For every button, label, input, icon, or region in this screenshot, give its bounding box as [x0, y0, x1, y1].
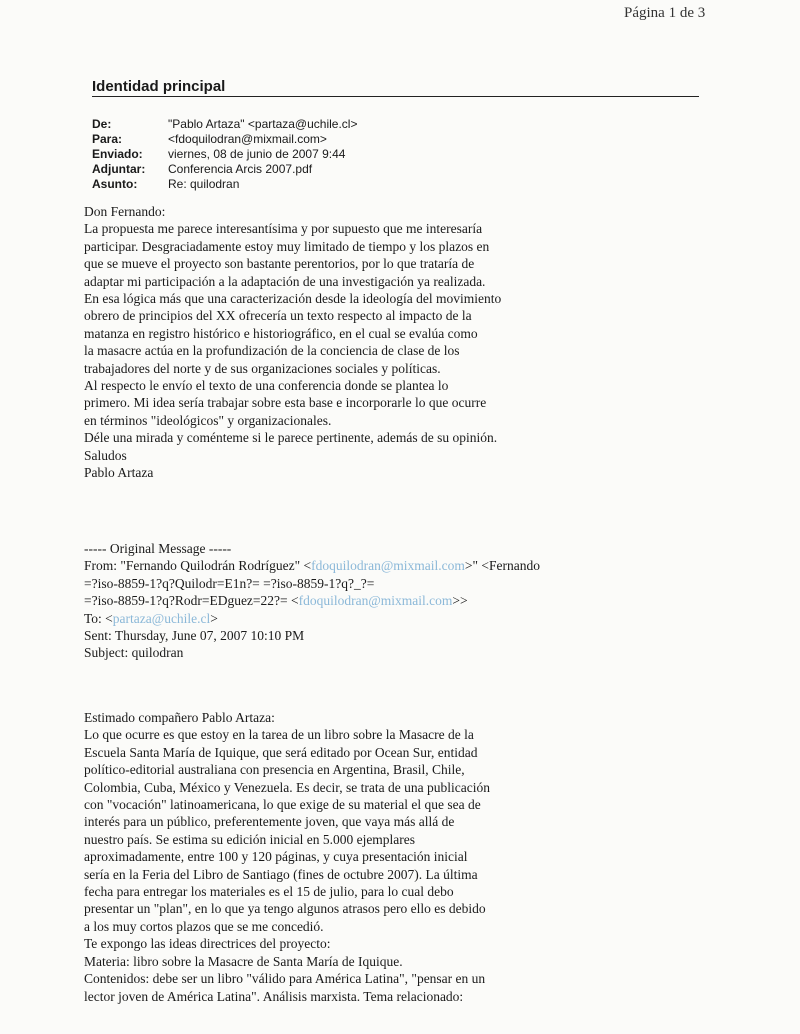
field-attachment	[92, 162, 357, 177]
original-to-prefix: To: <	[84, 610, 113, 626]
original-message-separator: ----- Original Message -----	[84, 541, 232, 556]
letter-line: Escuela Santa María de Iquique, que será editado por Ocean Sur, entidad	[84, 744, 478, 760]
letter-line: Estimado compañero Pablo Artaza:	[84, 710, 275, 725]
reply-line: participar. Desgraciadamente estoy muy limitado de tiempo y los plazos en	[84, 238, 490, 254]
original-to-line	[84, 610, 594, 627]
field-value: Re: quilodran	[168, 177, 240, 191]
original-from-line2: =?iso-8859-1?q?Quilodr=E1n?= =?iso-8859-1?q?_?=	[84, 575, 375, 591]
letter-line: político-editorial australiana con presencia en Argentina, Brasil, Chile,	[84, 762, 465, 778]
field-to	[92, 132, 357, 147]
reply-line: obrero de principios del XX ofrecería un texto respecto al impacto de la	[84, 308, 472, 324]
field-label: Enviado:	[92, 147, 143, 161]
letter-line: a los muy cortos plazos que se me concedió.	[84, 918, 324, 934]
email-link[interactable]: fdoquilodran@mixmail.com	[298, 593, 453, 609]
original-to-suffix: >	[210, 610, 218, 626]
letter-line: nuestro país. Se estima su edición inicial en 5.000 ejemplares	[84, 831, 416, 847]
email-header-fields	[92, 117, 357, 192]
field-value: Conferencia Arcis 2007.pdf	[168, 162, 313, 176]
field-subject	[92, 177, 357, 192]
reply-line: matanza en registro histórico e historiográfico, en el cual se evalúa como	[84, 325, 478, 341]
letter-line: sería en la Feria del Libro de Santiago (fines de octubre 2007). La última	[84, 866, 478, 882]
letter-line: aproximadamente, entre 100 y 120 páginas, y cuya presentación inicial	[84, 849, 468, 865]
original-message-header	[84, 540, 594, 662]
reply-line: en términos "ideológicos" y organizacionales.	[84, 412, 332, 428]
letter-line: con "vocación" latinoamericana, lo que exige de su material el que sea de	[84, 797, 481, 813]
letter-line: lector joven de América Latina". Análisis marxista. Tema relacionado:	[84, 988, 464, 1004]
field-value: "Pablo Artaza" <partaza@uchile.cl>	[168, 117, 358, 131]
header-title: Identidad principal	[92, 78, 699, 97]
reply-line: Pablo Artaza	[84, 465, 154, 481]
reply-line: Al respecto le envío el texto de una conferencia donde se plantea lo	[84, 378, 449, 394]
original-from-line	[84, 557, 594, 574]
field-value: viernes, 08 de junio de 2007 9:44	[168, 147, 346, 161]
field-from	[92, 117, 357, 132]
original-from-line3-prefix: =?iso-8859-1?q?Rodr=EDguez=22?= <	[84, 593, 299, 609]
letter-line: fecha para entregar los materiales es el 15 de julio, para lo cual debo	[84, 884, 454, 900]
original-sent-line: Sent: Thursday, June 07, 2007 10:10 PM	[84, 628, 305, 644]
original-from-suffix: >" <Fernando	[464, 558, 540, 574]
original-from-prefix: From: "Fernando Quilodrán Rodríguez" <	[84, 558, 312, 574]
page-number: Página 1 de 3	[624, 5, 706, 21]
field-value: <fdoquilodran@mixmail.com>	[168, 132, 327, 146]
reply-line: En esa lógica más que una caracterización desde la ideología del movimiento	[84, 291, 502, 307]
letter-line: Contenidos: debe ser un libro "válido para América Latina", "pensar en un	[84, 971, 486, 987]
reply-line: la masacre actúa en la profundización de la conciencia de clase de los	[84, 343, 460, 359]
reply-line: primero. Mi idea sería trabajar sobre esta base e incorporarle lo que ocurre	[84, 395, 487, 411]
field-sent	[92, 147, 357, 162]
field-label: Adjuntar:	[92, 162, 146, 176]
reply-line: adaptar mi participación a la adaptación de una investigación ya realizada.	[84, 273, 486, 289]
letter-line: Te expongo las ideas directrices del proyecto:	[84, 936, 331, 952]
letter-line: Lo que ocurre es que estoy en la tarea de un libro sobre la Masacre de la	[84, 727, 474, 743]
reply-line: Déle una mirada y coménteme si le parece pertinente, además de su opinión.	[84, 430, 498, 446]
reply-body	[84, 203, 594, 482]
email-link[interactable]: fdoquilodran@mixmail.com	[311, 558, 465, 574]
letter-line: Colombia, Cuba, México y Venezuela. Es decir, se trata de una publicación	[84, 779, 490, 795]
letter-line: presentar un "plan", en lo que ya tengo algunos atrasos pero ello es debido	[84, 901, 486, 917]
email-link[interactable]: partaza@uchile.cl	[112, 610, 211, 626]
letter-body	[84, 709, 594, 1005]
field-label: Para:	[92, 132, 123, 146]
reply-line: que se mueve el proyecto son bastante perentorios, por lo que trataría de	[84, 256, 475, 272]
reply-line: La propuesta me parece interesantísima y por supuesto que me interesaría	[84, 221, 483, 237]
reply-line: Don Fernando:	[84, 204, 166, 219]
original-from-line3	[84, 592, 594, 609]
original-subject-line: Subject: quilodran	[84, 645, 184, 661]
reply-line: trabajadores del norte y de sus organizaciones sociales y políticas.	[84, 360, 441, 376]
field-label: Asunto:	[92, 177, 138, 191]
letter-line: Materia: libro sobre la Masacre de Santa María de Iquique.	[84, 953, 403, 969]
letter-line: interés para un público, preferentemente joven, que vaya más allá de	[84, 814, 455, 830]
reply-line: Saludos	[84, 447, 127, 463]
original-from-line3-suffix: >>	[452, 593, 468, 609]
field-label: De:	[92, 117, 112, 131]
